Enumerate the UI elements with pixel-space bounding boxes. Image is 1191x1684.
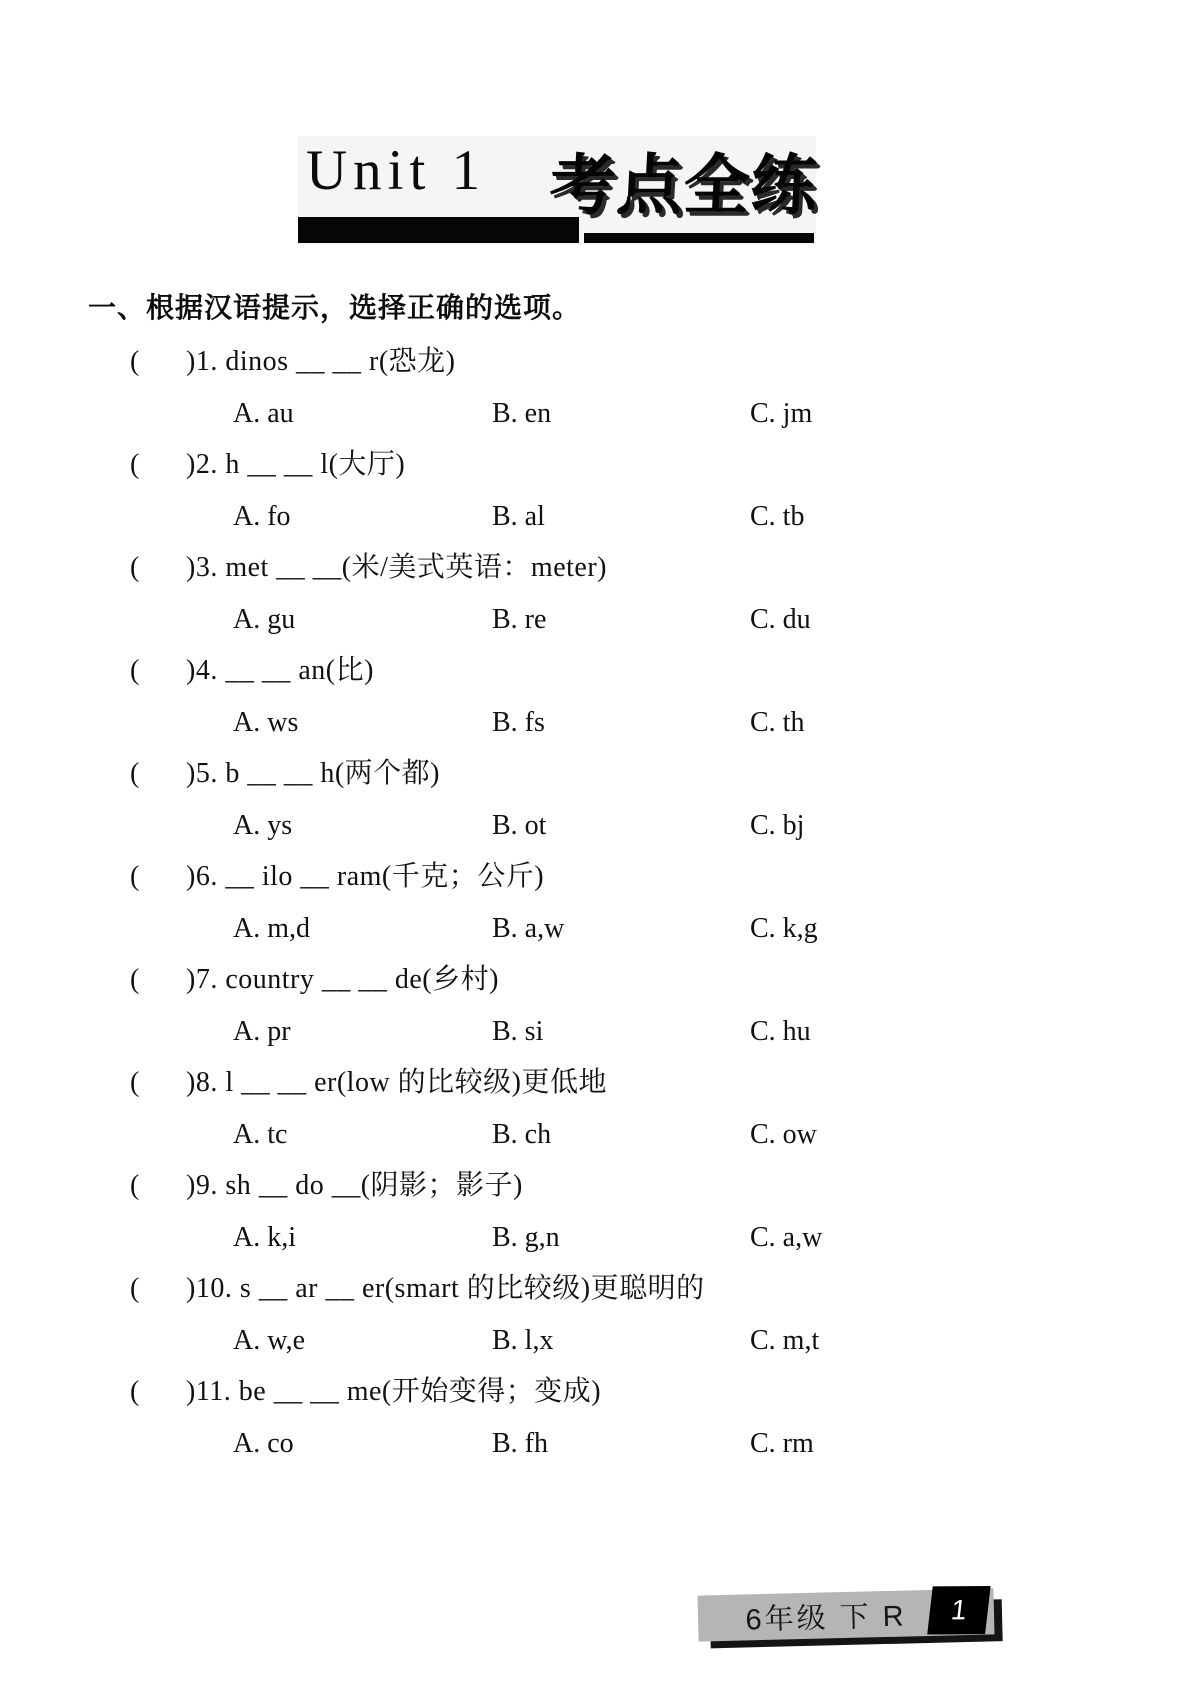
question-options — [130, 800, 1070, 851]
question-options — [130, 1006, 1070, 1057]
option-a: A. m,d — [233, 913, 310, 944]
question-stem: )1. dinos __ __ r(恐龙) — [186, 346, 456, 377]
question-stem-line — [130, 1366, 1070, 1418]
question-list — [130, 336, 1070, 1469]
option-a: A. ys — [233, 810, 293, 841]
answer-bracket: ( — [130, 964, 140, 995]
question-stem-line — [130, 1160, 1070, 1212]
option-b: B. a,w — [492, 913, 565, 944]
option-c: C. a,w — [750, 1222, 823, 1253]
question-stem: )10. s __ ar __ er(smart 的比较级)更聪明的 — [186, 1273, 705, 1304]
question-item — [130, 439, 1070, 542]
question-stem-line — [130, 645, 1070, 697]
question-stem: )6. __ ilo __ ram(千克；公斤) — [186, 861, 545, 892]
option-a: A. k,i — [233, 1222, 296, 1253]
question-stem: )4. __ __ an(比) — [186, 655, 374, 686]
question-stem: )3. met __ __(米/美式英语：meter) — [186, 552, 607, 583]
question-stem-line — [130, 336, 1070, 388]
question-stem: )11. be __ __ me(开始变得；变成) — [186, 1376, 602, 1407]
option-a: A. gu — [233, 604, 296, 635]
question-item — [130, 748, 1070, 851]
question-stem: )8. l __ __ er(low 的比较级)更低地 — [186, 1067, 608, 1098]
option-a: A. au — [233, 398, 294, 429]
question-options — [130, 388, 1070, 439]
option-b: B. al — [492, 501, 545, 532]
question-stem: )9. sh __ do __(阴影；影子) — [186, 1170, 523, 1201]
option-b: B. fs — [492, 707, 545, 738]
option-b: B. l,x — [492, 1325, 554, 1356]
answer-bracket: ( — [130, 655, 140, 686]
option-a: A. ws — [233, 707, 299, 738]
answer-bracket: ( — [130, 1067, 140, 1098]
question-item — [130, 1160, 1070, 1263]
option-b: B. g,n — [492, 1222, 560, 1253]
option-c: C. du — [750, 604, 811, 635]
option-b: B. re — [492, 604, 547, 635]
answer-bracket: ( — [130, 1376, 140, 1407]
option-c: C. hu — [750, 1016, 811, 1047]
unit-underline-bar — [298, 217, 579, 243]
option-b: B. si — [492, 1016, 544, 1047]
question-item — [130, 954, 1070, 1057]
page-number: 1 — [927, 1586, 990, 1635]
answer-bracket: ( — [130, 1273, 140, 1304]
question-item — [130, 1366, 1070, 1469]
section-heading: 一、根据汉语提示，选择正确的选项。 — [88, 292, 582, 323]
option-b: B. ot — [492, 810, 547, 841]
question-options — [130, 903, 1070, 954]
question-options — [130, 697, 1070, 748]
question-item — [130, 645, 1070, 748]
option-c: C. bj — [750, 810, 805, 841]
question-options — [130, 491, 1070, 542]
question-options — [130, 1315, 1070, 1366]
question-stem-line — [130, 851, 1070, 903]
option-a: A. w,e — [233, 1325, 306, 1356]
question-stem-line — [130, 542, 1070, 594]
option-a: A. tc — [233, 1119, 288, 1150]
question-item — [130, 542, 1070, 645]
option-c: C. th — [750, 707, 805, 738]
answer-bracket: ( — [130, 346, 140, 377]
title-underline-bar — [584, 233, 814, 243]
question-options — [130, 594, 1070, 645]
question-options — [130, 1212, 1070, 1263]
question-options — [130, 1418, 1070, 1469]
answer-bracket: ( — [130, 861, 140, 892]
question-item — [130, 1263, 1070, 1366]
answer-bracket: ( — [130, 552, 140, 583]
answer-bracket: ( — [130, 1170, 140, 1201]
option-c: C. ow — [750, 1119, 817, 1150]
edition-label: 6年级 下 R — [745, 1600, 908, 1636]
option-b: B. ch — [492, 1119, 552, 1150]
option-c: C. m,t — [750, 1325, 820, 1356]
option-c: C. rm — [750, 1428, 814, 1459]
option-b: B. fh — [492, 1428, 548, 1459]
answer-bracket: ( — [130, 758, 140, 789]
question-item — [130, 1057, 1070, 1160]
question-stem-line — [130, 439, 1070, 491]
question-stem-line — [130, 1263, 1070, 1315]
answer-bracket: ( — [130, 449, 140, 480]
unit-header — [298, 136, 820, 244]
question-stem: )7. country __ __ de(乡村) — [186, 964, 499, 995]
question-stem-line — [130, 954, 1070, 1006]
option-b: B. en — [492, 398, 552, 429]
unit-label: Unit 1 — [306, 139, 487, 202]
option-a: A. co — [233, 1428, 294, 1459]
question-stem-line — [130, 1057, 1070, 1109]
option-a: A. fo — [233, 501, 291, 532]
option-c: C. jm — [750, 398, 813, 429]
option-a: A. pr — [233, 1016, 291, 1047]
unit-title: 考点全练 — [547, 148, 820, 222]
page-footer — [698, 1592, 994, 1640]
question-item — [130, 851, 1070, 954]
option-c: C. k,g — [750, 913, 818, 944]
question-stem: )2. h __ __ l(大厅) — [186, 449, 406, 480]
question-item — [130, 336, 1070, 439]
question-stem-line — [130, 748, 1070, 800]
question-options — [130, 1109, 1070, 1160]
question-stem: )5. b __ __ h(两个都) — [186, 758, 440, 789]
option-c: C. tb — [750, 501, 805, 532]
footer-banner — [697, 1588, 994, 1641]
